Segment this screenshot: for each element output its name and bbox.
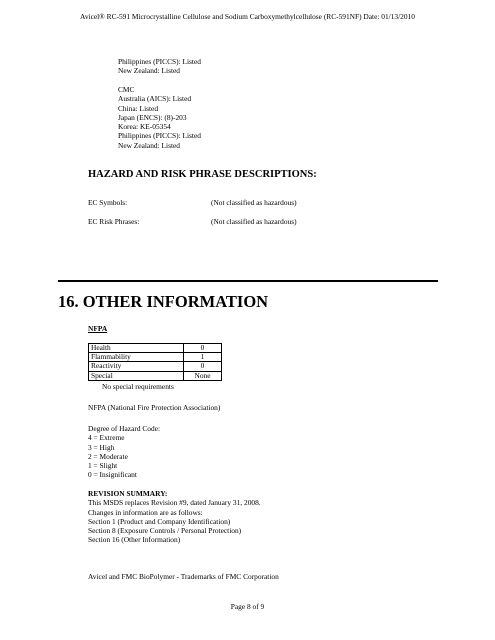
ec-symbols-value: (Not classified as hazardous) [211, 198, 297, 207]
revision-line: Section 1 (Product and Company Identification) [88, 516, 231, 526]
table-row [89, 371, 222, 380]
degree-line: 3 = High [88, 442, 115, 452]
nfpa-title: NFPA [88, 324, 108, 333]
nfpa-value: 0 [184, 344, 222, 353]
inventory-line: Korea: KE-05354 [118, 122, 171, 132]
inventory-line: Australia (AICS): Listed [118, 94, 192, 104]
degree-line: 4 = Extreme [88, 433, 125, 443]
section-heading: 16. OTHER INFORMATION [58, 292, 269, 311]
nfpa-value: 1 [184, 353, 222, 362]
inventory-list-mcc [118, 57, 201, 76]
trademark-note: Avicel and FMC BioPolymer - Trademarks of FMC Corporation [88, 572, 279, 581]
nfpa-value: None [184, 371, 222, 380]
inventory-line: New Zealand: Listed [118, 66, 180, 76]
revision-title: REVISION SUMMARY: [88, 489, 168, 498]
ec-risk-label: EC Risk Phrases: [88, 217, 140, 226]
nfpa-label: Special [89, 371, 184, 380]
nfpa-label: Health [89, 344, 184, 353]
no-special-requirements: No special requirements [102, 382, 174, 391]
ec-risk-value: (Not classified as hazardous) [211, 217, 297, 226]
inventory-list-cmc [118, 85, 201, 150]
nfpa-label: Reactivity [89, 362, 184, 371]
degree-line: 0 = Insignificant [88, 470, 137, 480]
degree-line: 2 = Moderate [88, 451, 128, 461]
inventory-line: China: Listed [118, 103, 159, 113]
cmc-title: CMC [118, 85, 135, 94]
revision-summary [88, 489, 261, 545]
page-header: Avicel® RC-591 Microcrystalline Cellulose and Sodium Carboxymethylcellulose (RC-591NF) Date: 01/13/2010 [80, 12, 415, 21]
ec-symbols-label: EC Symbols: [88, 198, 128, 207]
degree-line: 1 = Slight [88, 461, 118, 471]
page-footer: Page 8 of 9 [230, 602, 265, 611]
revision-line: Section 16 (Other Information) [88, 535, 181, 545]
revision-line: Changes in information are as follows: [88, 507, 203, 517]
inventory-line: Philippines (PICCS): Listed [118, 57, 201, 66]
nfpa-value: 0 [184, 362, 222, 371]
degree-list [88, 424, 160, 480]
degree-title: Degree of Hazard Code: [88, 424, 161, 433]
nfpa-label: Flammability [89, 353, 184, 362]
nfpa-full-name: NFPA (National Fire Protection Association) [88, 403, 221, 412]
revision-line: Section 8 (Exposure Controls / Personal Protection) [88, 526, 242, 536]
inventory-line: Philippines (PICCS): Listed [118, 131, 201, 141]
table-row [89, 362, 222, 371]
inventory-line: New Zealand: Listed [118, 140, 180, 150]
revision-line: This MSDS replaces Revision #9, dated January 31, 2008. [88, 498, 261, 508]
section-divider [58, 280, 438, 282]
inventory-line: Japan (ENCS): (8)-203 [118, 112, 187, 122]
nfpa-table [88, 343, 222, 381]
hazard-heading: HAZARD AND RISK PHRASE DESCRIPTIONS: [88, 169, 317, 180]
